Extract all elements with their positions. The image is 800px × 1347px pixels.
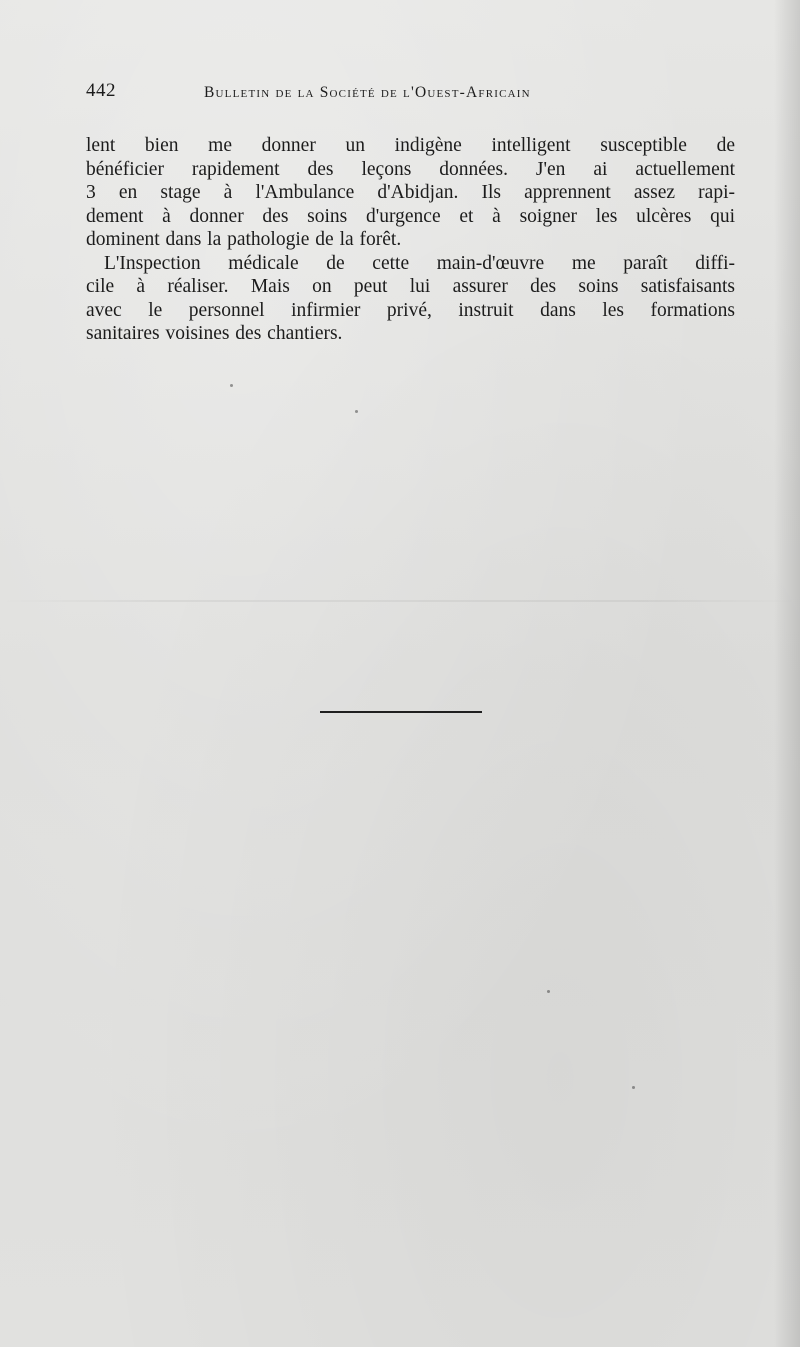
text-line: lent bien me donner un indigène intelligent susceptible de <box>86 135 735 156</box>
text-line: 3 en stage à l'Ambulance d'Abidjan. Ils apprennent assez rapi- <box>86 182 735 203</box>
paragraph-first-line: L'Inspection médicale de cette main-d'œuvre me paraît diffi- <box>104 252 735 274</box>
section-end-rule <box>320 711 482 713</box>
paper-speck <box>230 384 233 387</box>
text-line: avec le personnel infirmier privé, instruit dans les formations <box>86 299 735 321</box>
page-number: 442 <box>86 80 116 101</box>
running-header <box>86 80 736 108</box>
paper-speck <box>355 410 358 413</box>
body-text <box>86 134 735 346</box>
text-line: bénéficier rapidement des leçons données. J'en ai actuellement <box>86 158 735 180</box>
running-title: Bulletin de la Société de l'Ouest-Africain <box>204 84 531 101</box>
text-line: cile à réaliser. Mais on peut lui assurer des soins satisfaisants <box>86 276 735 297</box>
page-fold-crease <box>0 600 800 602</box>
text-line: dement à donner des soins d'urgence et à soigner les ulcères qui <box>86 205 735 227</box>
text-line: sanitaires voisines des chantiers. <box>86 323 343 344</box>
page-edge-shadow <box>774 0 800 1347</box>
paper-speck <box>547 990 550 993</box>
paper-speck <box>632 1086 635 1089</box>
text-line: dominent dans la pathologie de la forêt. <box>86 229 402 250</box>
